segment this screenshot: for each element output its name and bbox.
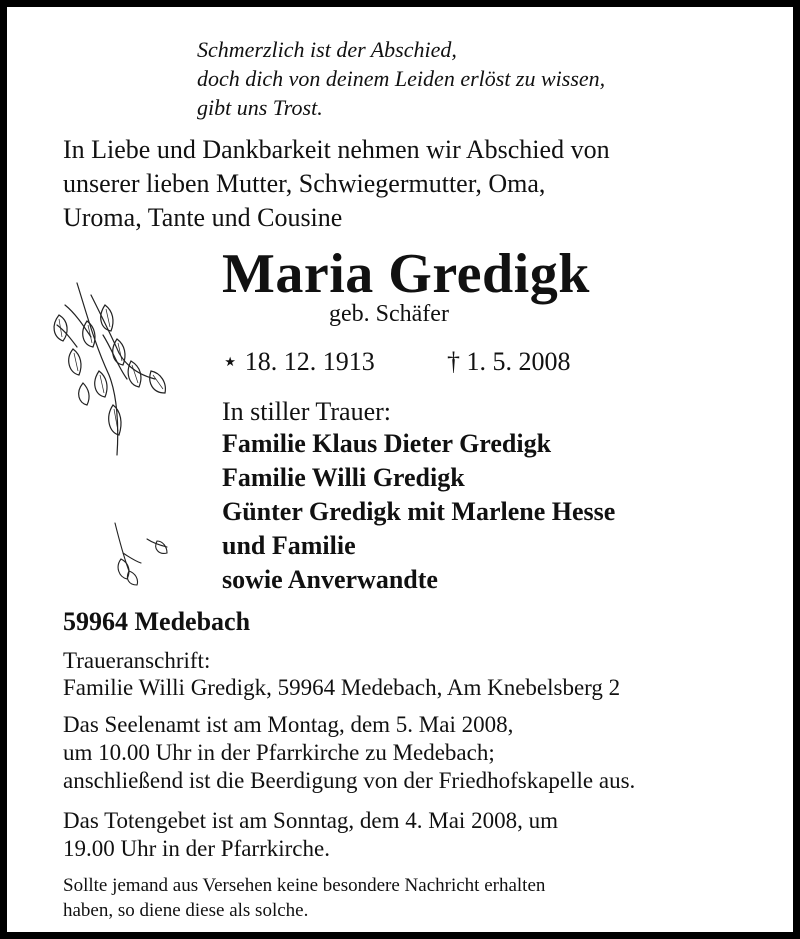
mourner-line: Familie Willi Gredigk <box>222 463 465 492</box>
service-line: anschließend ist die Beerdigung von der Friedhofskapelle aus. <box>63 768 636 793</box>
birch-branch-icon <box>47 275 177 465</box>
intro-line: Uroma, Tante und Cousine <box>63 203 343 232</box>
service-line: Das Seelenamt ist am Montag, dem 5. Mai 2008, <box>63 712 514 737</box>
city-line: 59964 Medebach <box>63 607 251 636</box>
prayer-line: Das Totengebet ist am Sonntag, dem 4. Mai 2008, um <box>63 808 558 833</box>
quote-line: doch dich von deinem Leiden erlöst zu wissen, <box>197 66 606 91</box>
mourners-list <box>222 427 615 597</box>
service-info <box>63 711 635 795</box>
intro-line: unserer lieben Mutter, Schwiegermutter, Oma, <box>63 169 546 198</box>
small-twig-icon <box>107 519 177 589</box>
mourners-heading: In stiller Trauer: <box>222 397 391 426</box>
quote-line: Schmerzlich ist der Abschied, <box>197 37 457 62</box>
address-value: Familie Willi Gredigk, 59964 Medebach, Am Knebelsberg 2 <box>63 675 621 700</box>
prayer-line: 19.00 Uhr in der Pfarrkirche. <box>63 836 330 861</box>
address-label: Traueranschrift: <box>63 648 211 673</box>
mourner-line: Günter Gredigk mit Marlene Hesse <box>222 497 616 526</box>
mourner-line: Familie Klaus Dieter Gredigk <box>222 429 552 458</box>
footnote-line: haben, so diene diese als solche. <box>63 900 309 921</box>
intro-line: In Liebe und Dankbarkeit nehmen wir Abschied von <box>63 135 610 164</box>
mourner-line: und Familie <box>222 531 356 560</box>
footnote-line: Sollte jemand aus Versehen keine besondere Nachricht erhalten <box>63 875 546 896</box>
mourner-line: sowie Anverwandte <box>222 565 438 594</box>
maiden-name: geb. Schäfer <box>329 301 449 327</box>
service-line: um 10.00 Uhr in der Pfarrkirche zu Medebach; <box>63 740 495 765</box>
birth-date: ⋆ 18. 12. 1913 <box>222 347 375 376</box>
prayer-info <box>63 807 558 863</box>
deceased-name: Maria Gredigk <box>222 243 590 305</box>
intro-text <box>63 133 610 235</box>
quote-line: gibt uns Trost. <box>197 95 323 120</box>
footnote <box>63 873 545 923</box>
mourning-address <box>63 647 620 701</box>
death-date: † 1. 5. 2008 <box>447 347 571 376</box>
opening-quote <box>197 35 605 122</box>
